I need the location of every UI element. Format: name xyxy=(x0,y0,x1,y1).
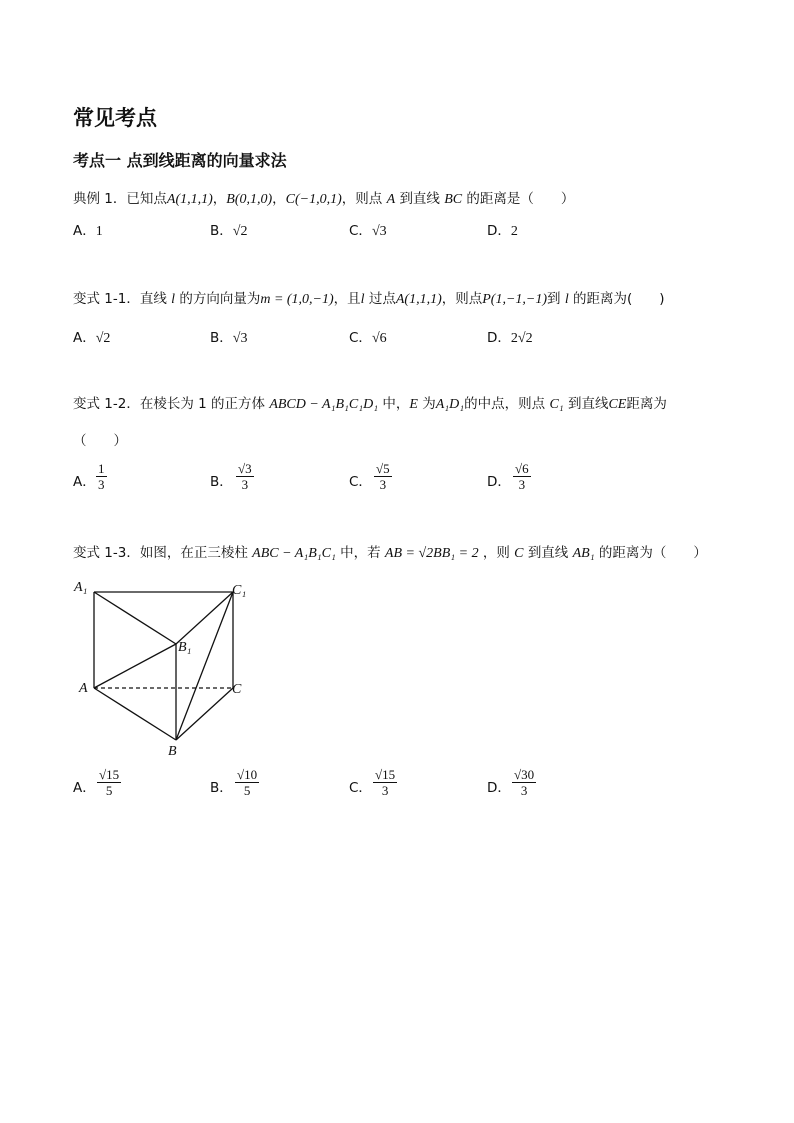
q1-text: ，则点 xyxy=(341,191,383,207)
fraction-numerator: 1 xyxy=(98,461,105,476)
segment-c1b xyxy=(176,592,233,740)
segment-ab1 xyxy=(94,644,176,688)
q3-edge-a1d1: A₁D₁ xyxy=(435,397,465,412)
option-label: C． xyxy=(349,223,372,239)
q4-text: ，则 xyxy=(482,545,510,561)
fraction-denominator: 3 xyxy=(98,477,105,492)
q3-line-ce: CE xyxy=(608,397,627,412)
fraction-numerator: √15 xyxy=(99,767,120,782)
label-a: A xyxy=(79,681,88,696)
page-title: 常见考点 xyxy=(73,106,157,130)
section-heading: 考点一 点到线距离的向量求法 xyxy=(73,151,287,170)
q1-var-a: A xyxy=(386,192,396,207)
q2-option-a xyxy=(73,326,110,347)
q1-point-b: B(0,1,0) xyxy=(226,192,273,207)
q2-text: 过点 xyxy=(368,291,396,307)
q2-point-a: A(1,1,1) xyxy=(395,292,442,307)
q2-vector-m: m = (1,0,−1) xyxy=(260,292,334,307)
label-a1: A₁ xyxy=(74,580,88,595)
option-label: A． xyxy=(73,330,96,346)
q2-option-b xyxy=(210,326,247,347)
fraction-numerator: √30 xyxy=(514,767,535,782)
q1-text: 的距离是（ ） xyxy=(466,191,575,207)
q2-line-l: l xyxy=(564,292,569,307)
fraction-numerator: √10 xyxy=(237,767,258,782)
q2-prefix: 变式 1-1．直线 xyxy=(73,291,167,307)
q4-point-c: C xyxy=(514,546,524,561)
q4-option-c-fraction xyxy=(373,767,397,798)
q2-point-p: P(1,−1,−1) xyxy=(482,292,548,307)
fraction-denominator: 3 xyxy=(241,477,249,492)
option-label: B． xyxy=(210,330,233,346)
fraction-numerator: √6 xyxy=(515,461,529,476)
q3-option-c-fraction xyxy=(374,461,392,492)
option-value: √6 xyxy=(371,331,387,346)
q2-line-l: l xyxy=(171,292,176,307)
q2-line-l: l xyxy=(360,292,365,307)
q1-text: 到直线 xyxy=(399,191,440,207)
option-value: √2 xyxy=(95,331,111,346)
q1-option-a xyxy=(73,219,103,240)
option-value: 2√2 xyxy=(510,331,533,346)
q2-text: 的方向向量为 xyxy=(179,291,261,307)
option-label: B． xyxy=(210,223,233,239)
edge-cb xyxy=(176,688,233,740)
prism-figure xyxy=(60,570,280,765)
q4-option-b-fraction xyxy=(235,767,259,798)
q3-cube: ABCD − A₁B₁C₁D₁ xyxy=(269,397,379,412)
q3-option-d-label: D． xyxy=(487,474,511,490)
q3-point-c1: C₁ xyxy=(549,397,564,412)
option-label: D． xyxy=(487,223,511,239)
fraction-numerator: √3 xyxy=(238,461,252,476)
q3-text: 中， xyxy=(382,396,410,412)
q1-sep: ， xyxy=(272,191,286,207)
label-b: B xyxy=(168,744,177,759)
q1-point-a: A(1,1,1) xyxy=(166,192,213,207)
fraction-denominator: 5 xyxy=(105,783,113,798)
question-1 xyxy=(73,187,574,208)
option-value: √2 xyxy=(232,224,248,239)
q1-sep: ， xyxy=(212,191,227,207)
q1-prefix: 典例 1．已知点 xyxy=(73,191,167,207)
q4-equation: AB = √2BB₁ = 2 xyxy=(384,546,479,561)
q4-prefix: 变式 1-3．如图，在正三棱柱 xyxy=(73,545,248,561)
q3-option-d-fraction xyxy=(513,461,531,492)
fraction-denominator: 3 xyxy=(518,477,526,492)
option-label: A． xyxy=(73,223,96,239)
q1-option-d xyxy=(487,219,518,240)
question-4 xyxy=(73,541,707,562)
q4-option-c-label: C． xyxy=(349,780,372,796)
option-label: C． xyxy=(349,330,372,346)
fraction-denominator: 3 xyxy=(520,783,528,798)
fraction-denominator: 3 xyxy=(379,477,387,492)
q2-text: 的距离为( ) xyxy=(573,291,665,307)
q4-option-d-fraction xyxy=(512,767,536,798)
edge-ab xyxy=(94,688,176,740)
fraction-numerator: √15 xyxy=(375,767,396,782)
q4-option-a-label: A． xyxy=(73,780,96,796)
option-value: 1 xyxy=(95,224,103,239)
q2-text: 到 xyxy=(547,291,561,307)
q3-option-b-fraction xyxy=(236,461,254,492)
edge-a1b1 xyxy=(94,592,176,644)
question-2 xyxy=(73,287,665,308)
q3-text: 的中点，则点 xyxy=(464,396,546,412)
option-value: √3 xyxy=(232,331,248,346)
q3-option-c-label: C． xyxy=(349,474,372,490)
question-3 xyxy=(73,392,667,413)
label-c1: C₁ xyxy=(232,583,247,598)
q3-option-a-fraction xyxy=(96,461,107,492)
q4-text: 的距离为（ ） xyxy=(598,545,707,561)
q4-text: 到直线 xyxy=(527,545,569,561)
q4-line-ab1: AB₁ xyxy=(572,546,595,561)
q3-text: 到直线 xyxy=(567,396,609,412)
q2-text: ，则点 xyxy=(441,291,483,307)
q4-option-b-label: B． xyxy=(210,780,233,796)
label-c: C xyxy=(232,682,242,697)
fraction-numerator: √5 xyxy=(376,461,390,476)
label-b1: B₁ xyxy=(178,640,192,655)
q2-option-d xyxy=(487,326,533,347)
q3-prefix: 变式 1-2．在棱长为 1 的正方体 xyxy=(73,396,266,412)
q1-line-bc: BC xyxy=(444,192,463,207)
q1-point-c: C(−1,0,1) xyxy=(285,192,342,207)
q4-prism: ABC − A₁B₁C₁ xyxy=(252,546,336,561)
option-value: 2 xyxy=(510,224,518,239)
fraction-denominator: 5 xyxy=(243,783,251,798)
q4-text: 中，若 xyxy=(340,545,381,561)
q3-text: 距离为 xyxy=(626,396,667,412)
q3-text: 为 xyxy=(422,396,436,412)
edge-c1b1 xyxy=(176,592,233,644)
q2-text: ，且 xyxy=(333,291,361,307)
q3-point-e: E xyxy=(409,397,418,412)
q4-option-a-fraction xyxy=(97,767,121,798)
fraction-denominator: 3 xyxy=(381,783,389,798)
q1-option-b xyxy=(210,219,247,240)
q3-answer-paren: （ ） xyxy=(73,433,127,449)
q3-option-b-label: B． xyxy=(210,474,233,490)
q2-option-c xyxy=(349,326,387,347)
q4-option-d-label: D． xyxy=(487,780,511,796)
q3-option-a-label: A． xyxy=(73,474,96,490)
option-value: √3 xyxy=(371,224,387,239)
option-label: D． xyxy=(487,330,511,346)
q1-option-c xyxy=(349,219,387,240)
